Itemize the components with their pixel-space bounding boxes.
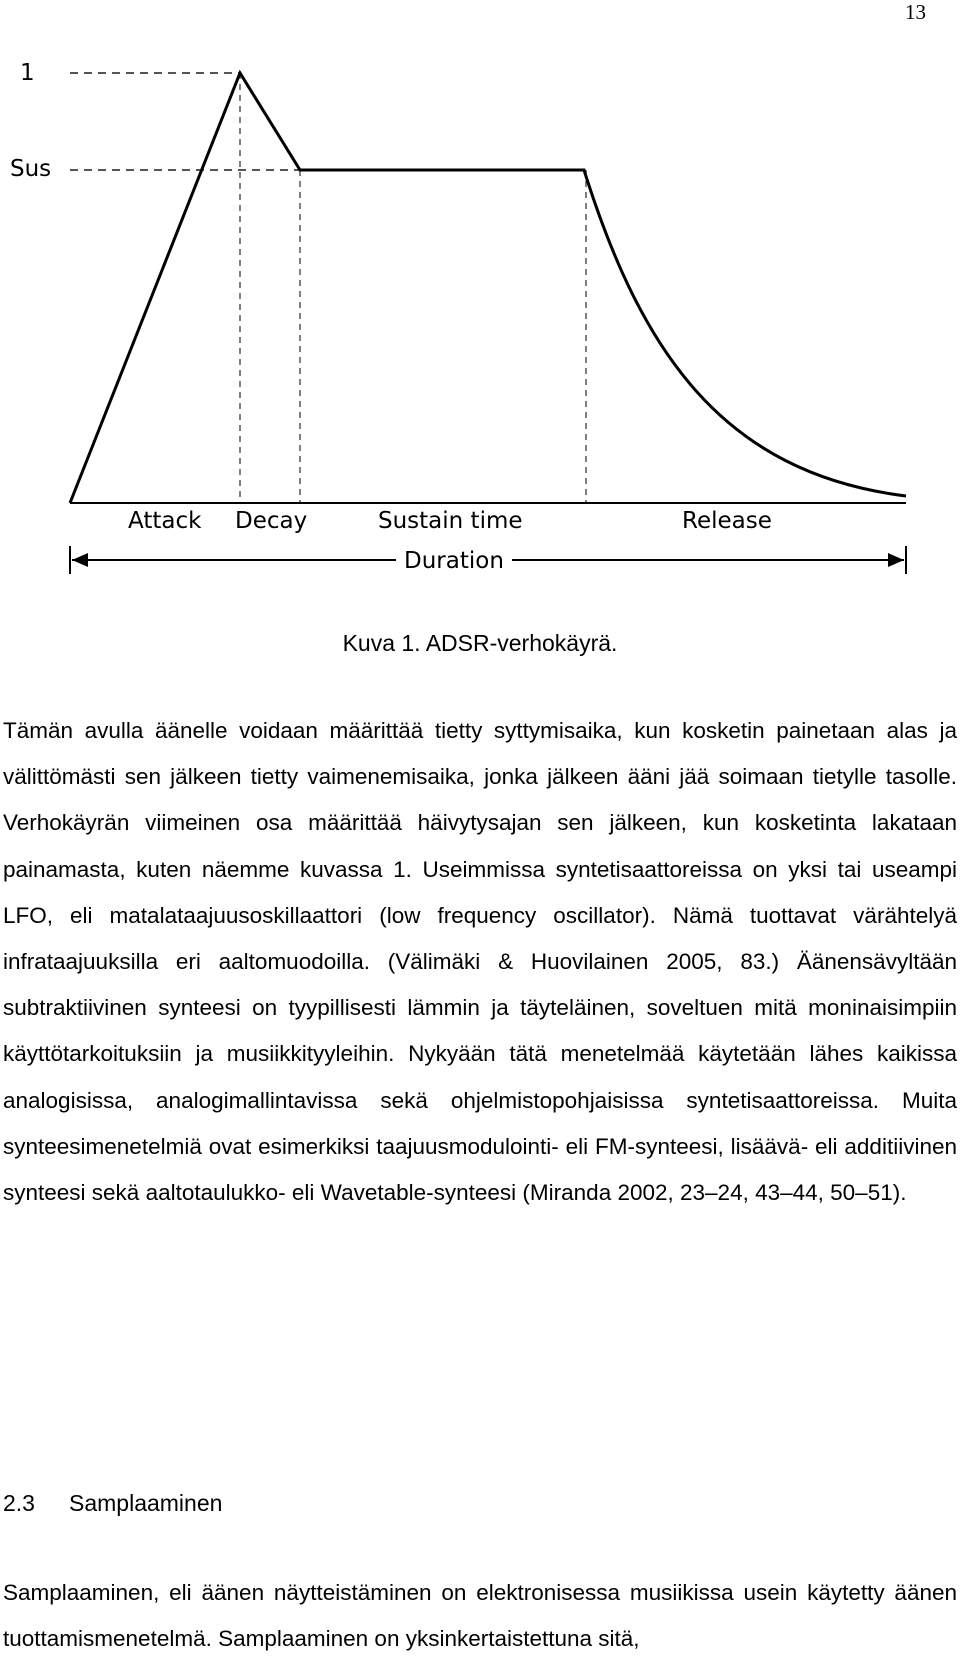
section-number: 2.3	[3, 1490, 35, 1516]
section-heading	[3, 1490, 222, 1517]
y-label-sustain: Sus	[10, 156, 52, 182]
envelope-curve	[70, 73, 906, 503]
section-title: Samplaaminen	[69, 1490, 223, 1516]
body-paragraph-2	[3, 1570, 957, 1662]
page-number: 13	[905, 0, 926, 24]
duration-label: Duration	[404, 548, 504, 574]
paragraph-1-text: Tämän avulla äänelle voidaan määrittää tietty syttymisaika, kun kosketin painetaan alas ja välittömästi sen jälkeen tietty vaimenemisaika, jonka jälkeen ääni jää soimaan tietylle tasolle. Verhokäyrän viimeinen osa määrittää häivytysajan sen jälkeen, kun kosketinta lakataan painamasta, kuten näemme kuvassa 1. Useimmissa syntetisaattoreissa on yksi tai useampi LFO, eli matalataajuusoskillaattori (low frequency oscillator). Nämä tuottavat värähtelyä infrataajuuksilla eri aaltomuodoilla. (Välimäki & Huovilainen 2005, 83.) Äänensävyltään subtraktiivinen synteesi on tyypillisesti lämmin ja täyteläinen, soveltuen mitä moninaisimpiin käyttötarkoituksiin ja musiikkityyleihin. Nykyään tätä menetelmää käytetään lähes kaikissa analogisissa, analogimallintavissa sekä ohjelmistopohjaisissa syntetisaattoreissa. Muita synteesimenetelmiä ovat esimerkiksi taajuusmodulointi- eli FM-synteesi, lisäävä- eli additiivinen synteesi sekä aaltotaulukko- eli Wavetable-synteesi (Miranda 2002, 23–24, 43–44, 50–51).	[3, 718, 957, 1206]
figure-caption: Kuva 1. ADSR-verhokäyrä.	[342, 630, 618, 656]
arrow-head-left	[72, 553, 88, 567]
adsr-chart	[0, 48, 960, 618]
phase-label-attack: Attack	[128, 508, 202, 534]
phase-label-sustain: Sustain time	[378, 508, 523, 534]
phase-label-decay: Decay	[235, 508, 308, 534]
y-label-peak: 1	[20, 60, 35, 86]
adsr-figure	[0, 48, 960, 618]
phase-label-release: Release	[682, 508, 772, 534]
body-paragraph-1	[3, 708, 957, 1216]
arrow-head-right	[888, 553, 904, 567]
paragraph-2-text: Samplaaminen, eli äänen näytteistäminen on elektronisessa musiikissa usein käytetty äänen tuottamismenetelmä. Samplaaminen on yksinkertaistettuna sitä,	[3, 1580, 957, 1652]
